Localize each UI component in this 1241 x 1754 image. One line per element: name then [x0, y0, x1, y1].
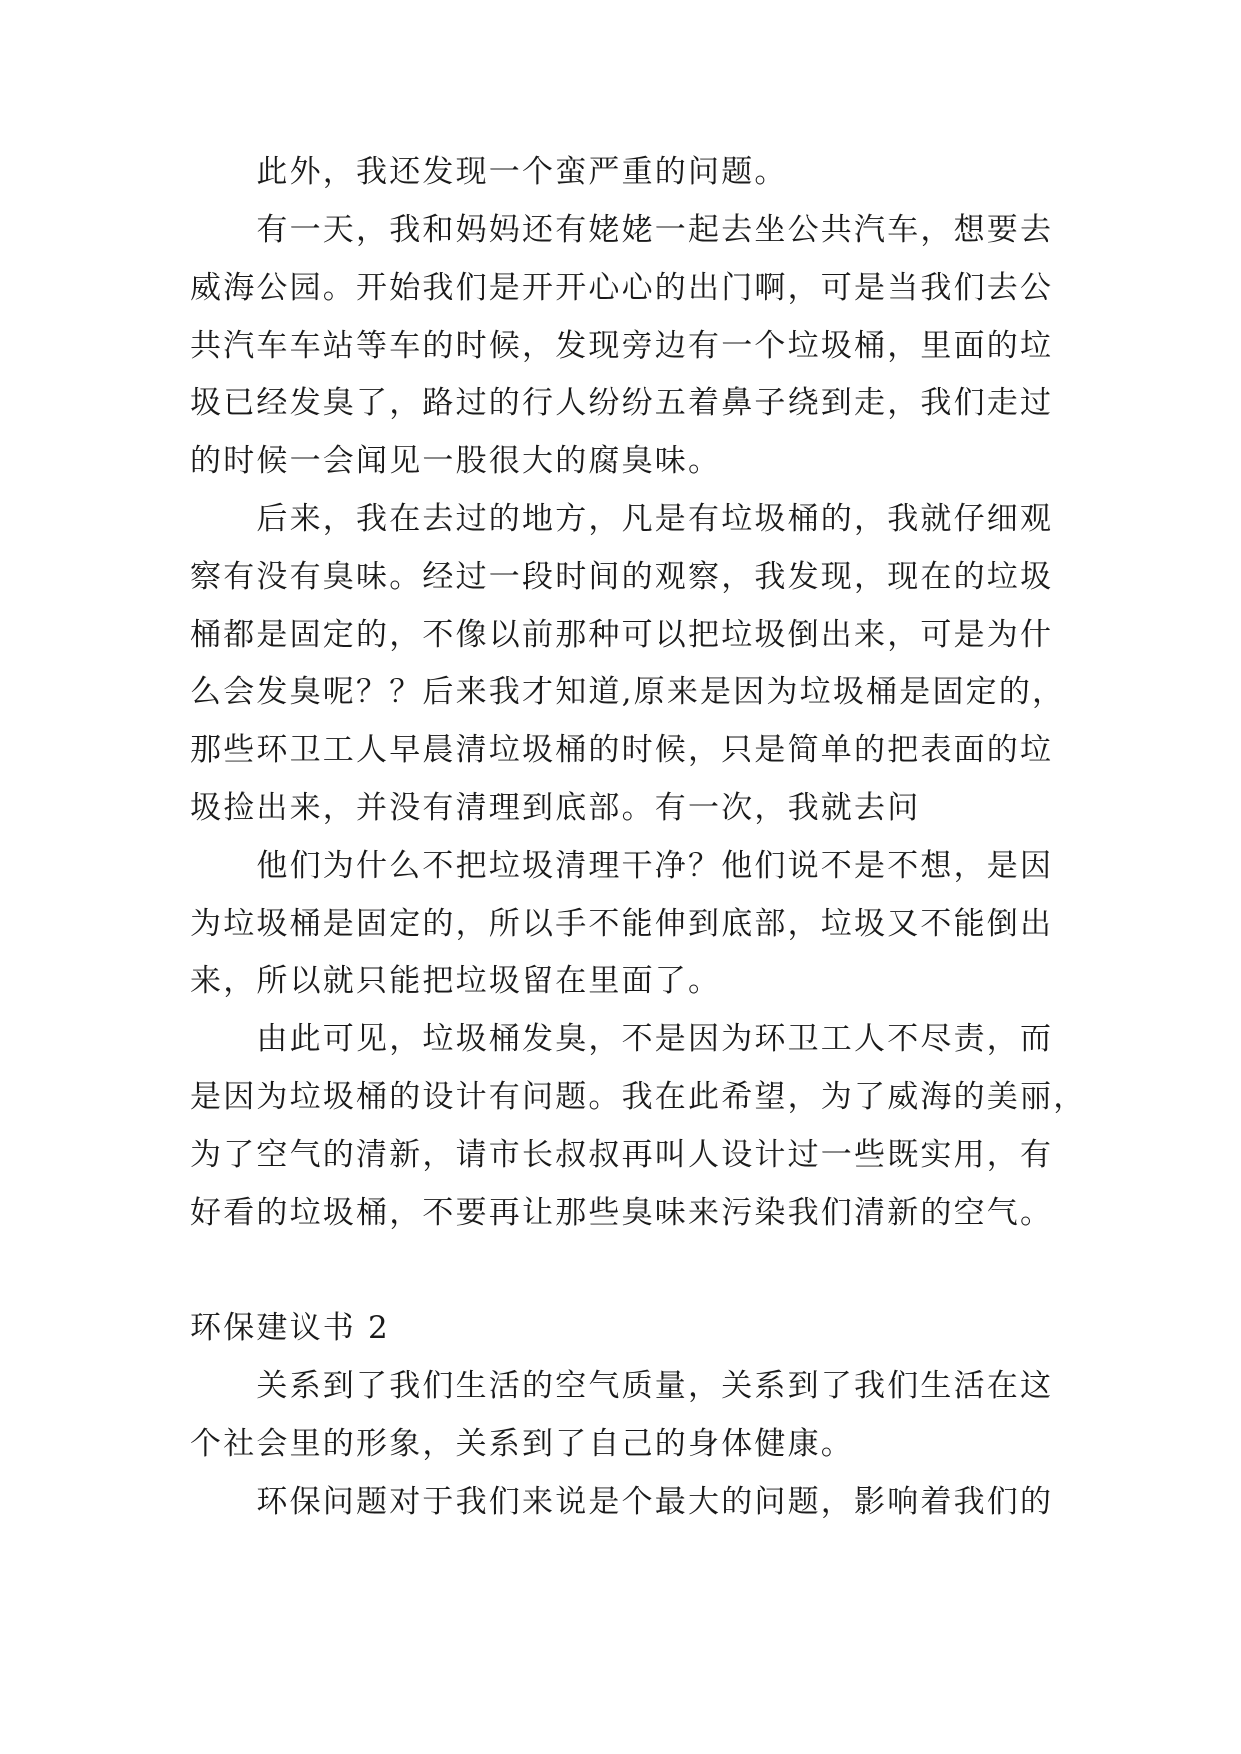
text-line: 桶都是固定的，不像以前那种可以把垃圾倒出来，可是为什 — [190, 617, 1054, 653]
text-line: 此外，我还发现一个蛮严重的问题。 — [190, 154, 788, 190]
text-line: 个社会里的形象，关系到了自己的身体健康。 — [190, 1426, 854, 1462]
section-heading: 环保建议书 2 — [190, 1310, 390, 1346]
text-line: 为了空气的清新，请市长叔叔再叫人设计过一些既实用，有 — [190, 1137, 1054, 1173]
text-line: 环保问题对于我们来说是个最大的问题，影响着我们的 — [190, 1484, 1054, 1520]
text-line: 好看的垃圾桶，不要再让那些臭味来污染我们清新的空气。 — [190, 1195, 1054, 1231]
text-line: 后来，我在去过的地方，凡是有垃圾桶的，我就仔细观 — [190, 501, 1054, 537]
text-line: 由此可见，垃圾桶发臭，不是因为环卫工人不尽责，而 — [190, 1021, 1054, 1057]
text-line: 关系到了我们生活的空气质量，关系到了我们生活在这 — [190, 1368, 1054, 1404]
text-line: 么会发臭呢？？后来我才知道,原来是因为垃圾桶是固定的， — [190, 674, 1066, 710]
text-line: 察有没有臭味。经过一段时间的观察，我发现，现在的垃圾 — [190, 559, 1054, 595]
text-line: 共汽车车站等车的时候，发现旁边有一个垃圾桶，里面的垃 — [190, 328, 1054, 364]
text-line: 那些环卫工人早晨清垃圾桶的时候，只是简单的把表面的垃 — [190, 732, 1054, 768]
text-line: 来，所以就只能把垃圾留在里面了。 — [190, 963, 722, 999]
text-line: 的时候一会闻见一股很大的腐臭味。 — [190, 443, 722, 479]
text-line: 是因为垃圾桶的设计有问题。我在此希望，为了威海的美丽， — [190, 1079, 1087, 1115]
text-line: 威海公园。开始我们是开开心心的出门啊，可是当我们去公 — [190, 270, 1054, 306]
text-line: 圾已经发臭了，路过的行人纷纷五着鼻子绕到走，我们走过 — [190, 385, 1054, 421]
text-line: 有一天，我和妈妈还有姥姥一起去坐公共汽车，想要去 — [190, 212, 1054, 248]
text-line: 为垃圾桶是固定的，所以手不能伸到底部，垃圾又不能倒出 — [190, 906, 1054, 942]
text-line: 圾捡出来，并没有清理到底部。有一次，我就去问 — [190, 790, 921, 826]
text-line: 他们为什么不把垃圾清理干净？他们说不是不想，是因 — [190, 848, 1054, 884]
